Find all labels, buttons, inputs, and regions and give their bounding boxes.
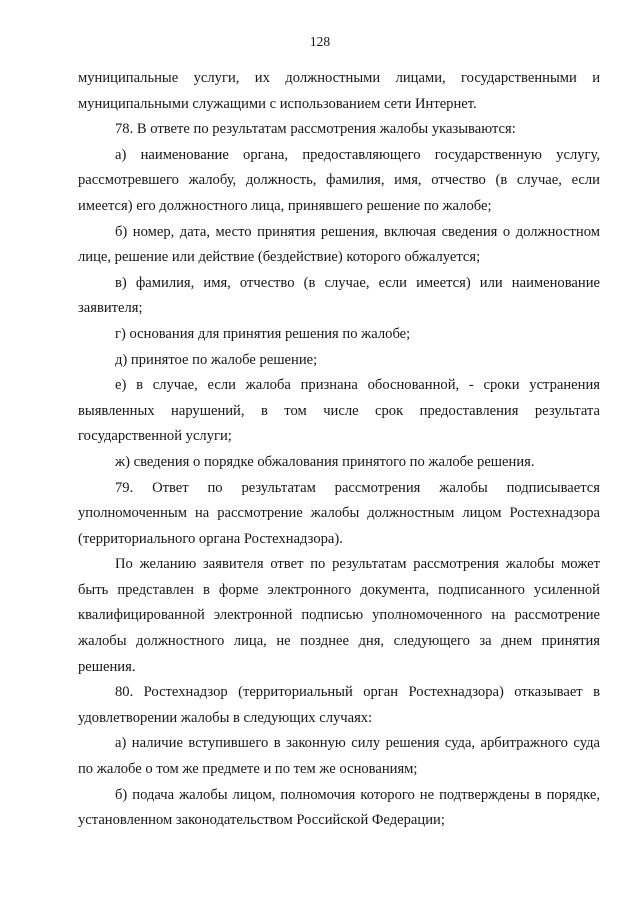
paragraph-80: 80. Ростехнадзор (территориальный орган Ростехнадзора) отказывает в удовлетворении жалобы в следующих случаях: bbox=[78, 684, 600, 726]
list-item-zh: ж) сведения о порядке обжалования принятого по жалобе решения. bbox=[115, 453, 535, 470]
paragraph-continuation: муниципальные услуги, их должностными лицами, государственными и муниципальными служащими с использованием сети Интернет. bbox=[78, 70, 600, 112]
document-body bbox=[78, 66, 600, 834]
list-item-g: г) основания для принятия решения по жалобе; bbox=[115, 325, 411, 342]
list-item-v: в) фамилия, имя, отчество (в случае, если имеется) или наименование заявителя; bbox=[78, 274, 600, 317]
list-item-b: б) номер, дата, место принятия решения, включая сведения о должностном лице, решение или действие (бездействие) которого обжалуется; bbox=[78, 223, 600, 266]
list-item-d: д) принятое по жалобе решение; bbox=[115, 351, 318, 368]
paragraph-79: 79. Ответ по результатам рассмотрения жалобы подписывается уполномоченным на рассмотрение жалобы должностным лицом Ростехнадзора (территориального органа Ростехнадзора). bbox=[78, 479, 600, 547]
page-number: 128 bbox=[309, 34, 331, 49]
paragraph-78: 78. В ответе по результатам рассмотрения жалобы указываются: bbox=[115, 121, 516, 138]
refusal-item-a: а) наличие вступившего в законную силу решения суда, арбитражного суда по жалобе о том же предмете и по тем же основаниям; bbox=[78, 735, 600, 778]
list-item-e: е) в случае, если жалоба признана обоснованной, - сроки устранения выявленных нарушений, в том числе срок предоставления результата государственной услуги; bbox=[78, 377, 600, 445]
refusal-item-b: б) подача жалобы лицом, полномочия которого не подтверждены в порядке, установленном законодательством Российской Федерации; bbox=[78, 786, 600, 829]
paragraph-79-electronic-response: По желанию заявителя ответ по результатам рассмотрения жалобы может быть представлен в форме электронного документа, подписанного усиленной квалифицированной электронной подписью уполномоченного на рассмотрение жалобы должностного лица, не позднее дня, следующего за днем принятия решения. bbox=[78, 556, 600, 675]
list-item-a: а) наименование органа, предоставляющего государственную услугу, рассмотревшего жалобу, должность, фамилия, имя, отчество (в случае, если имеется) его должностного лица, принявшего решение по жалобе; bbox=[78, 146, 600, 214]
